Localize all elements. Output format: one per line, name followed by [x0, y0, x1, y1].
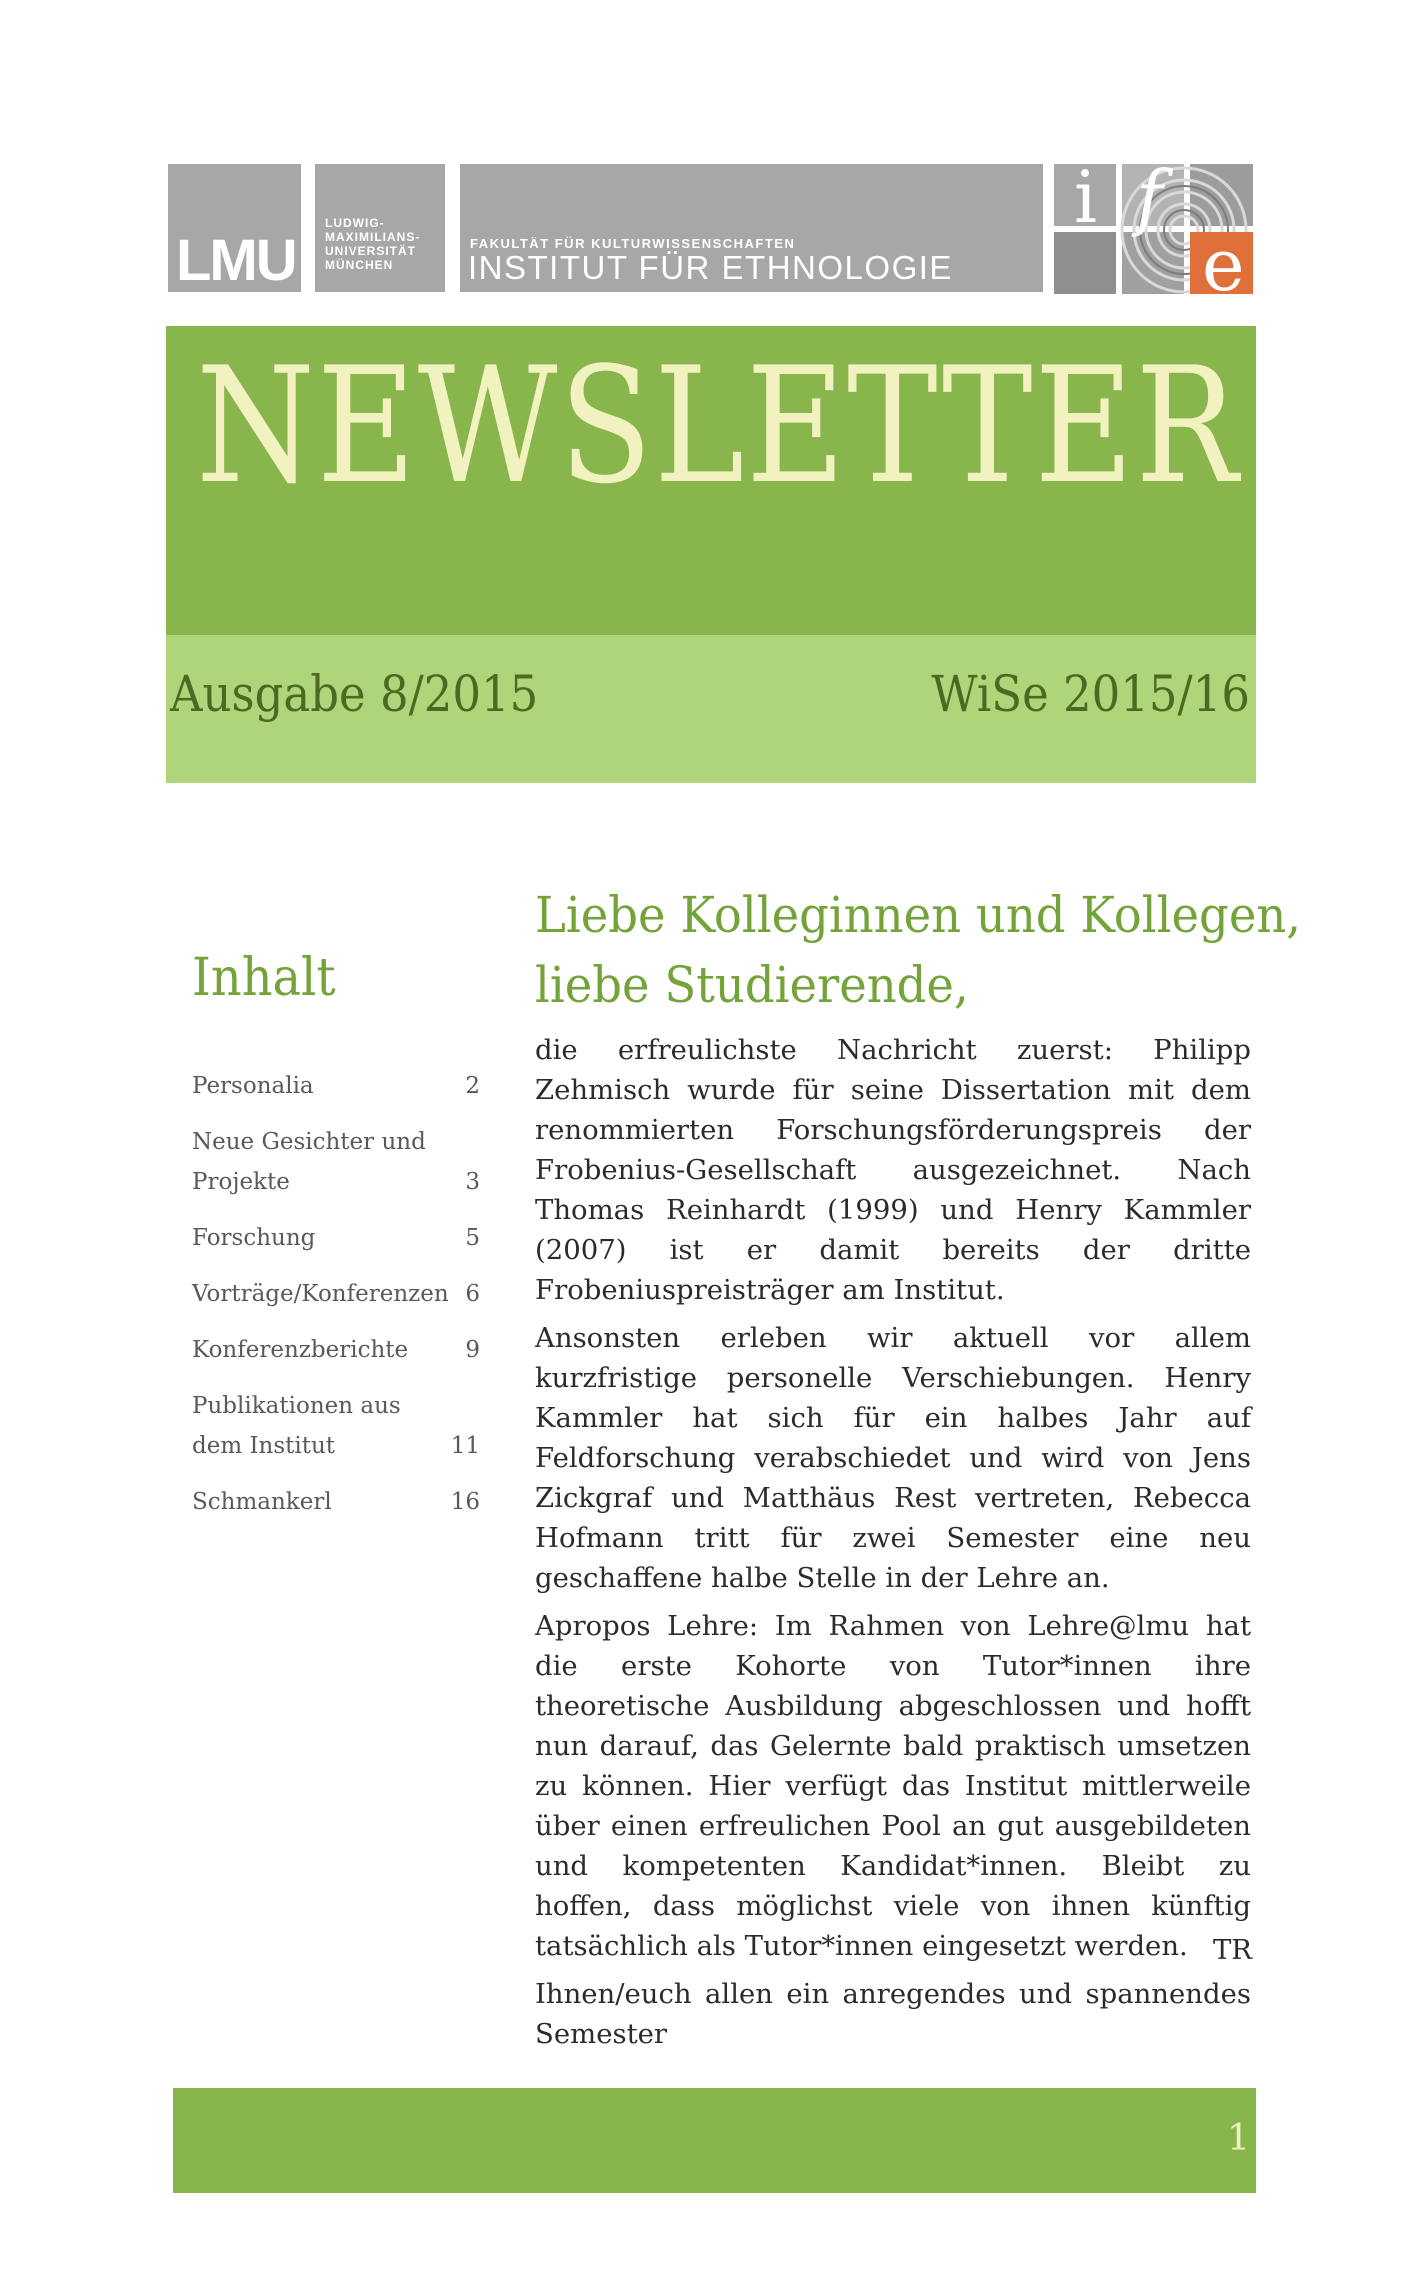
lmu-logo-text: LMU — [176, 228, 296, 293]
editorial-paragraph: die erfreulichste Nachricht zuerst: Philipp Zehmisch wurde für seine Dissertation mit dem renommierten Forschungsförderungspreis der Frobenius-Gesellschaft ausgezeichnet. Nach Thomas Reinhardt (1999) und Henry Kammler (2007) ist er damit bereits der dritte Frobeniuspreisträger am Institut. — [535, 1034, 1251, 1306]
ife-letter-f: f — [1136, 164, 1163, 239]
page-number: 1 — [1227, 2118, 1250, 2159]
toc-item[interactable] — [192, 1330, 482, 1370]
editorial-paragraph: Apropos Lehre: Im Rahmen von Lehre@lmu hat die erste Kohorte von Tutor*innen ihre theoretische Ausbildung abgeschlossen und hofft nun darauf, das Gelernte bald praktisch umsetzen zu können. Hier verfügt das Institut mittlerweile über einen erfreulichen Pool an gut ausgebildeten und kompetenten Kandidat*innen. Bleibt zu hoffen, dass möglichst viele von ihnen künftig tatsächlich als Tutor*innen eingesetzt werden. — [535, 1610, 1251, 1962]
toc-item-label: Personalia — [192, 1073, 314, 1099]
ife-logo — [1054, 164, 1253, 294]
ife-letter-i: i — [1074, 164, 1098, 239]
greeting-line: liebe Studierende, — [535, 956, 969, 1014]
toc-item[interactable] — [192, 1386, 482, 1466]
university-name-box — [315, 164, 445, 292]
toc-item-label: Neue Gesichter und Projekte — [192, 1129, 426, 1195]
toc-item-label: Vorträge/Konferenzen — [192, 1281, 449, 1307]
university-line: MAXIMILIANS- — [325, 230, 421, 244]
institute-name: INSTITUT FÜR ETHNOLOGIE — [468, 249, 953, 286]
toc-item-page: 2 — [465, 1073, 480, 1099]
toc-item[interactable] — [192, 1122, 482, 1202]
university-name — [325, 216, 420, 272]
toc-item-page: 16 — [450, 1489, 480, 1515]
newsletter-title: NEWSLETTER — [196, 332, 1240, 519]
ife-letter-e: e — [1202, 223, 1245, 294]
greeting-line: Liebe Kolleginnen und Kollegen, — [535, 886, 1302, 944]
toc-item-label: Publikationen aus dem Institut — [192, 1393, 401, 1459]
university-line: MÜNCHEN — [325, 258, 394, 272]
author-signature: TR — [1212, 1934, 1252, 1966]
issue-number: Ausgabe 8/2015 — [170, 665, 539, 723]
toc-item-page: 6 — [465, 1281, 480, 1307]
toc-item-label: Schmankerl — [192, 1489, 332, 1515]
toc-item[interactable] — [192, 1066, 482, 1106]
faculty-box — [460, 164, 1043, 292]
toc-item[interactable] — [192, 1482, 482, 1522]
toc-item-page: 11 — [450, 1433, 480, 1459]
footer-bar — [173, 2088, 1256, 2193]
toc-item-page: 3 — [465, 1169, 480, 1195]
toc-item-page: 5 — [465, 1225, 480, 1251]
issue-bar — [166, 635, 1256, 783]
university-line: UNIVERSITÄT — [325, 244, 417, 258]
editorial-body — [535, 1030, 1251, 2062]
editorial-paragraph: Ihnen/euch allen ein anregendes und spannendes Semester — [535, 1978, 1251, 2050]
university-line: LUDWIG- — [325, 216, 385, 230]
newsletter-banner — [166, 326, 1256, 635]
editorial-paragraph: Ansonsten erleben wir aktuell vor allem kurzfristige personelle Verschiebungen. Henry Kammler hat sich für ein halbes Jahr auf Feldforschung verabschiedet und wird von Jens Zickgraf und Matthäus Rest vertreten, Rebecca Hofmann tritt für zwei Semester eine neu geschaffene halbe Stelle in der Lehre an. — [535, 1322, 1251, 1594]
toc-item[interactable] — [192, 1218, 482, 1258]
faculty-name: FAKULTÄT FÜR KULTURWISSENSCHAFTEN — [470, 236, 796, 251]
greeting-heading — [535, 880, 1302, 1020]
toc-item[interactable] — [192, 1274, 482, 1314]
toc-item-label: Konferenzberichte — [192, 1337, 409, 1363]
semester-label: WiSe 2015/16 — [931, 665, 1250, 723]
lmu-logo — [168, 164, 301, 292]
toc-item-label: Forschung — [192, 1225, 316, 1251]
toc-heading: Inhalt — [192, 948, 336, 1008]
toc-item-page: 9 — [465, 1337, 480, 1363]
